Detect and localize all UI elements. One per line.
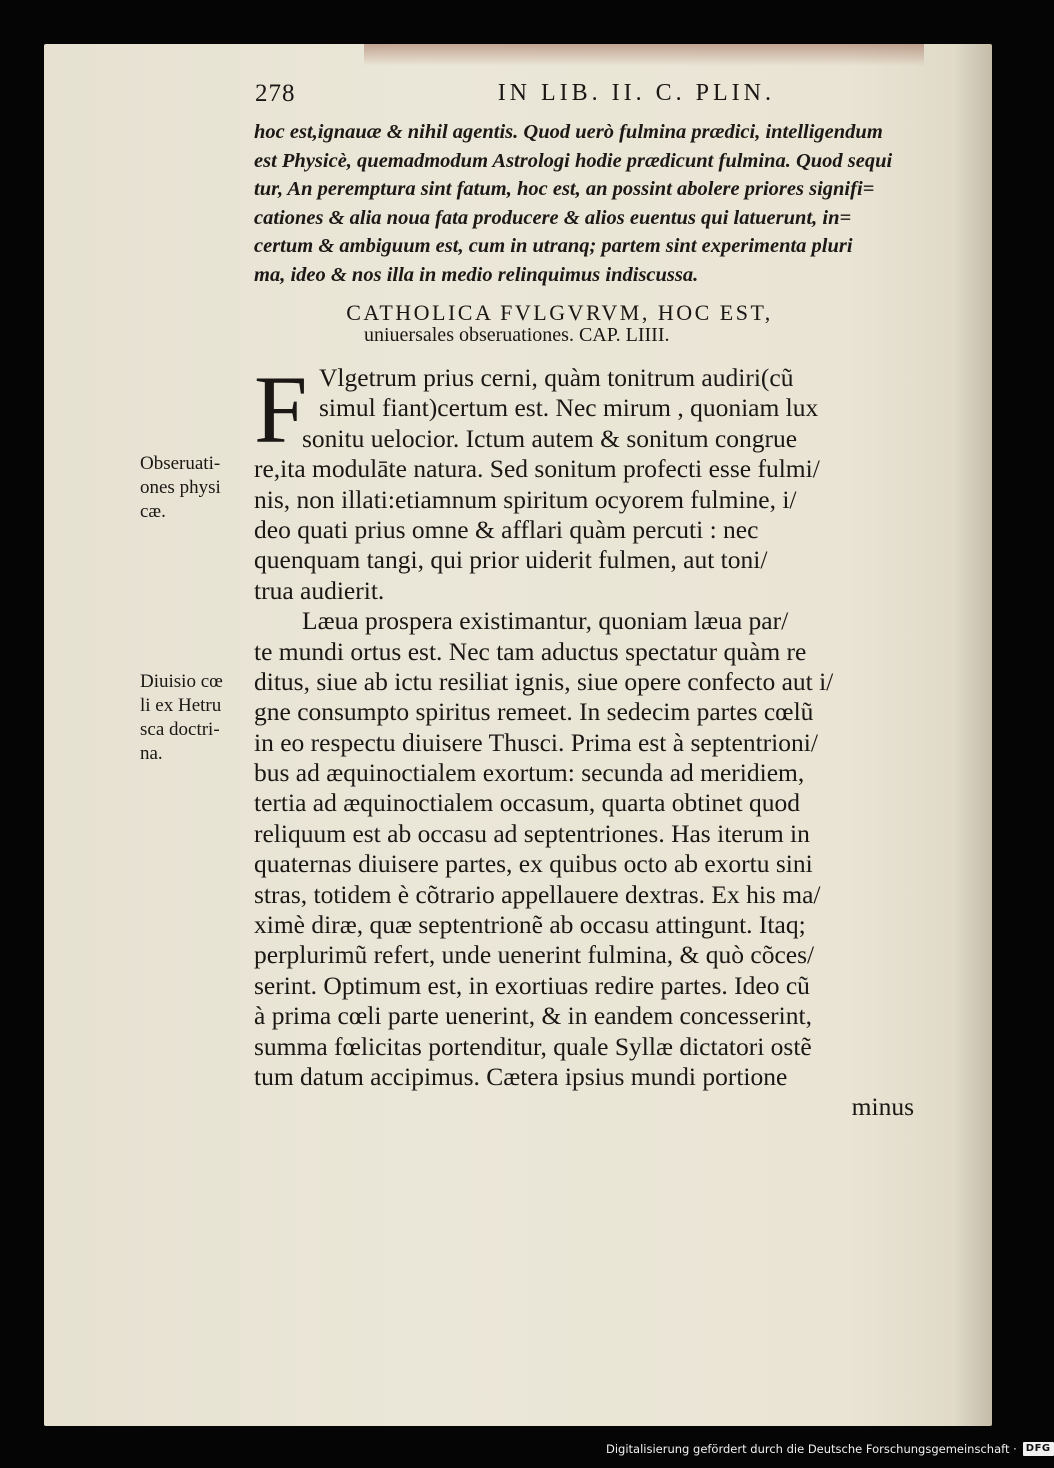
text-line: stras, totidem è cõtrario appellauere dextras. Ex his ma/: [254, 879, 821, 909]
text-line: summa fœlicitas portenditur, quale Syllæ dictatori ostẽ: [254, 1031, 812, 1061]
text-line: hoc est,ignauæ & nihil agentis. Quod uerò fulmina prædici, intelligendum: [254, 121, 883, 143]
text-line: cationes & alia noua fata producere & alios euentus qui latuerunt, in=: [254, 206, 852, 229]
text-line: trua audierit.: [254, 575, 385, 605]
chapter-subtitle: uniuersales obseruationes. CAP. LIIII.: [364, 324, 670, 346]
text-line: quenquam tangi, qui prior uiderit fulmen, aut toni/: [254, 545, 768, 575]
text-line: sonitu uelocior. Ictum autem & sonitum congrue: [302, 423, 798, 453]
margin-note-line: Diuisio cœ: [140, 671, 223, 692]
text-line: Læua prospera existimantur, quoniam læua par/: [302, 606, 789, 636]
text-line: à prima cœli parte uenerint, & in eandem concesserint,: [254, 1001, 812, 1031]
page-edge-shadow: [954, 44, 992, 1426]
chapter-title: CATHOLICA FVLGVRVM, HOC EST,: [346, 300, 773, 325]
margin-note-line: ones physi: [140, 477, 221, 498]
margin-note-line: li ex Hetru: [140, 695, 222, 716]
text-line: ma, ideo & nos illa in medio relinquimus indiscussa.: [254, 263, 699, 286]
margin-note-division: [140, 670, 258, 766]
text-line: tertia ad æquinoctialem occasum, quarta obtinet quod: [254, 788, 800, 818]
page-number: 278: [255, 80, 296, 107]
text-line: te mundi ortus est. Nec tam aductus spectatur quàm re: [254, 636, 807, 666]
text-line: serint. Optimum est, in exortiuas redire partes. Ideo cũ: [254, 970, 810, 1000]
margin-note-line: Obseruati-: [140, 453, 221, 474]
running-header: [255, 80, 775, 108]
margin-note-observations: [140, 452, 258, 524]
text-line: perplurimũ refert, unde uenerint fulmina, & quò cõces/: [254, 940, 815, 970]
funding-text: Digitalisierung gefördert durch die Deutsche Forschungsgemeinschaft ·: [606, 1442, 1017, 1456]
text-line: est Physicè, quemadmodum Astrologi hodie prædicunt fulmina. Quod sequi: [254, 149, 893, 172]
text-line: gne consumpto spiritus remeet. In sedecim partes cœlũ: [254, 697, 814, 727]
italic-commentary: [254, 118, 914, 289]
text-line: Vlgetrum prius cerni, quàm tonitrum audiri(cũ: [319, 363, 794, 392]
text-line: reliquum est ab occasu ad septentriones. Has iterum in: [254, 818, 810, 848]
body-text: [254, 356, 914, 1123]
text-line: deo quati prius omne & afflari quàm percuti : nec: [254, 514, 759, 544]
running-title: IN LIB. II. C. PLIN.: [497, 80, 775, 106]
page-stain: [364, 44, 924, 66]
text-line: re,ita modulāte natura. Sed sonitum profecti esse fulmi/: [254, 454, 820, 484]
text-line: simul fiant)certum est. Nec mirum , quoniam lux: [319, 393, 819, 423]
text-line: certum & ambiguum est, cum in utranq; partem sint experimenta pluri: [254, 235, 853, 257]
text-line: quaternas diuisere partes, ex quibus octo ab exortu sini: [254, 849, 813, 879]
margin-note-line: cæ.: [140, 501, 166, 522]
margin-note-line: na.: [140, 743, 163, 764]
text-line: ditus, siue ab ictu resiliat ignis, siue opere confecto aut i/: [254, 666, 834, 696]
text-line: bus ad æquinoctialem exortum: secunda ad meridiem,: [254, 758, 805, 788]
dfg-logo: DFG: [1023, 1442, 1054, 1456]
catchword: minus: [851, 1092, 914, 1122]
text-line: nis, non illati:etiamnum spiritum ocyorem fulmine, i/: [254, 484, 797, 514]
drop-cap-initial: F: [254, 356, 308, 463]
funding-notice: [606, 1441, 1054, 1457]
text-line: ximè diræ, quæ septentrionẽ ab occasu attingunt. Itaq;: [254, 910, 806, 940]
text-line: tum datum accipimus. Cætera ipsius mundi portione: [254, 1061, 788, 1091]
text-line: in eo respectu diuisere Thusci. Prima est à septentrioni/: [254, 727, 818, 757]
text-line: tur, An peremptura sint fatum, hoc est, an possint abolere priores signifi=: [254, 178, 875, 200]
margin-note-line: sca doctri-: [140, 719, 220, 740]
